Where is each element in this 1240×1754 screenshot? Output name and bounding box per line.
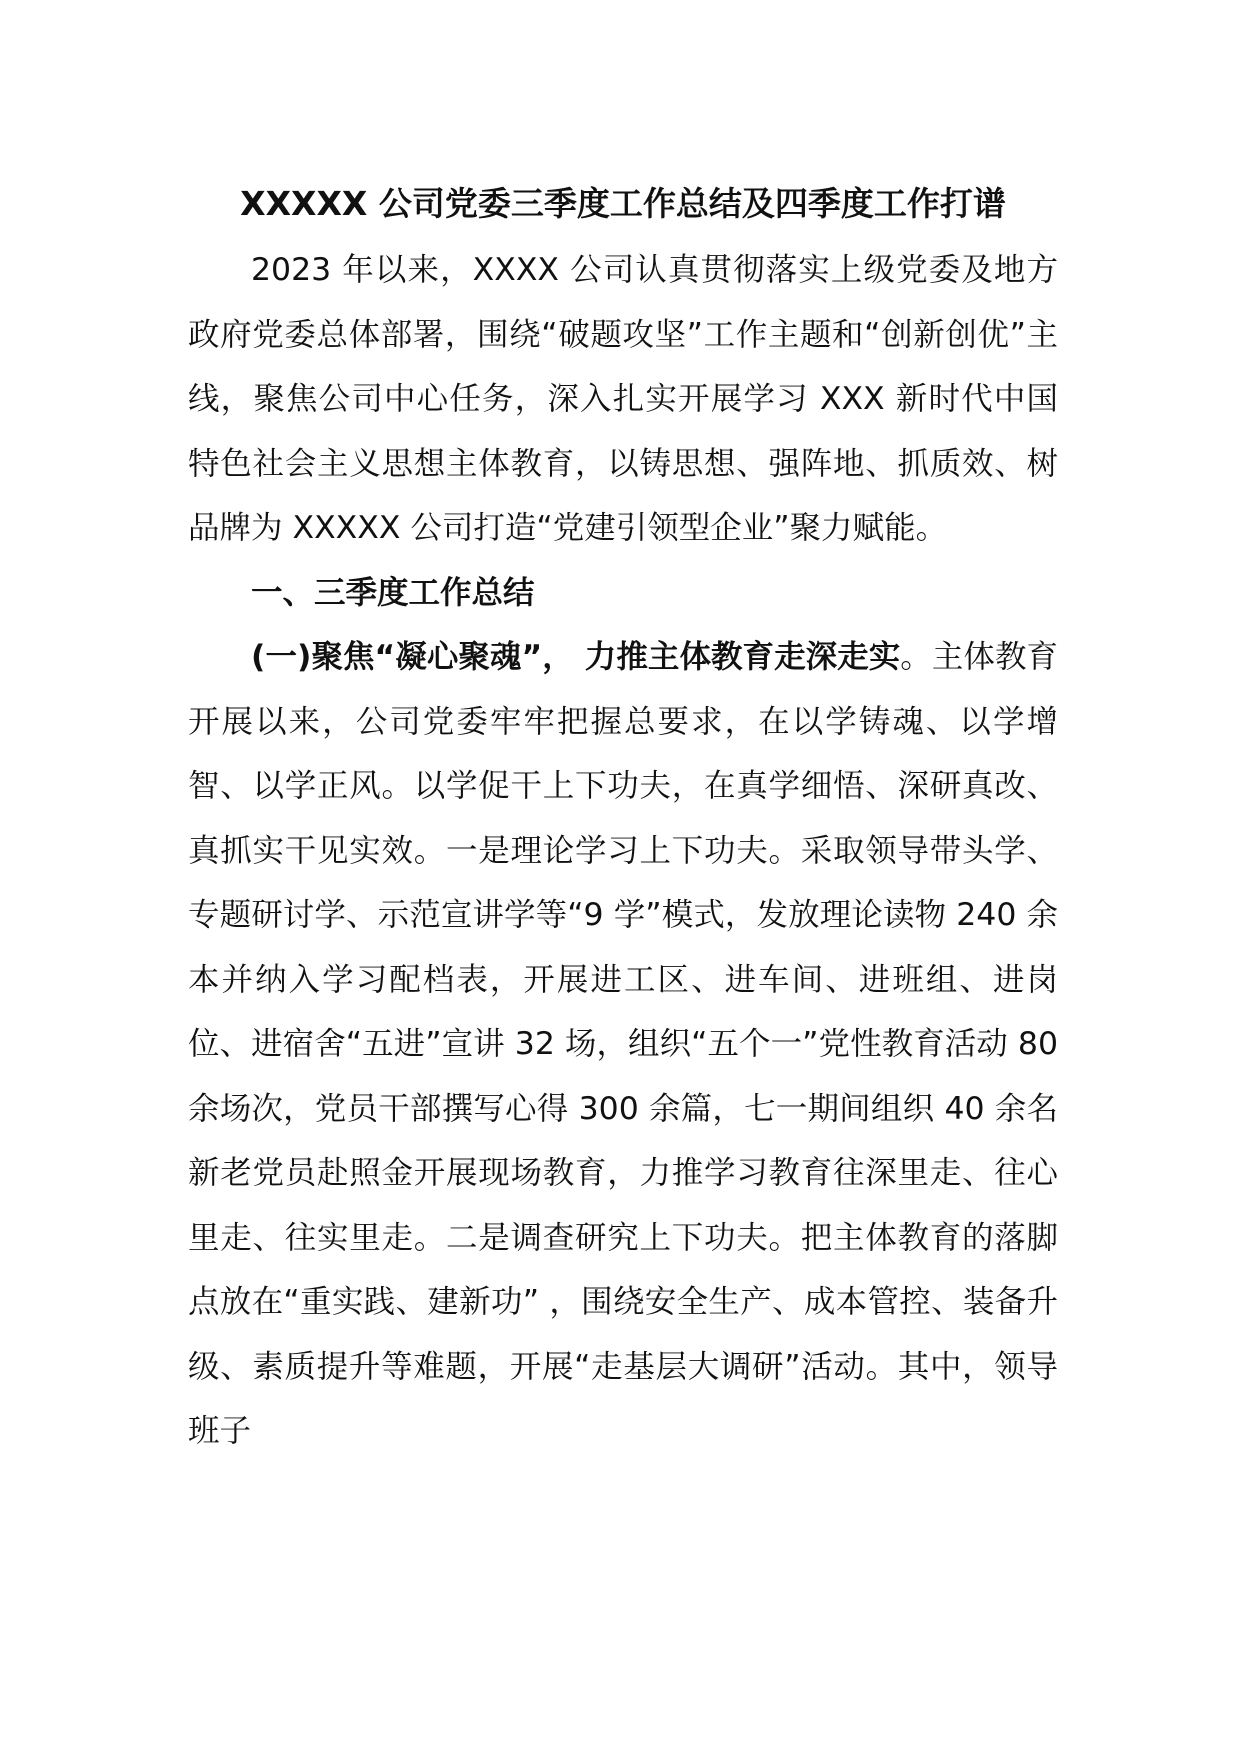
subsection-body: 。主体教育开展以来，公司党委牢牢把握总要求，在以学铸魂、以学增智、以学正风。以学促干上下功夫，在真学细悟、深研真改、真抓实干见实效。一是理论学习上下功夫。采取领导带头学、专题研讨学、示范宣讲学等“9 学”模式，发放理论读物 240 余本并纳入学习配档表，开展进工区、进车间、进班组、进岗位、进宿舍“五进”宣讲 32 场，组织“五个一”党性教育活动 80 余场次，党员干部撰写心得 300 余篇，七一期间组织 40 余名新老党员赴照金开展现场教育，力推学习教育往深里走、往心里走、往实里走。二是调查研究上下功夫。把主体教育的落脚点放在“重实践、建新功” ，围绕安全生产、成本管控、装备升级、素质提升等难题，开展“走基层大调研”活动。其中，领导班子 xyxy=(188,639,1058,1449)
subsection-heading: (一)聚焦“凝心聚魂”， 力推主体教育走深走实 xyxy=(251,639,901,675)
section-heading: 一、三季度工作总结 xyxy=(251,574,535,611)
subsection-paragraph xyxy=(188,625,1058,1464)
document-title: XXXXX 公司党委三季度工作总结及四季度工作打谱 xyxy=(240,184,1006,223)
intro-paragraph: 2023 年以来，XXXX 公司认真贯彻落实上级党委及地方政府党委总体部署，围绕“破题攻坚”工作主题和“创新创优”主线，聚焦公司中心任务，深入扎实开展学习 XXX 新时代中国特色社会主义思想主体教育，以铸思想、强阵地、抓质效、树品牌为 XXXXX 公司打造“党建引领型企业”聚力赋能。 xyxy=(188,252,1058,546)
document-page xyxy=(188,176,1058,1464)
